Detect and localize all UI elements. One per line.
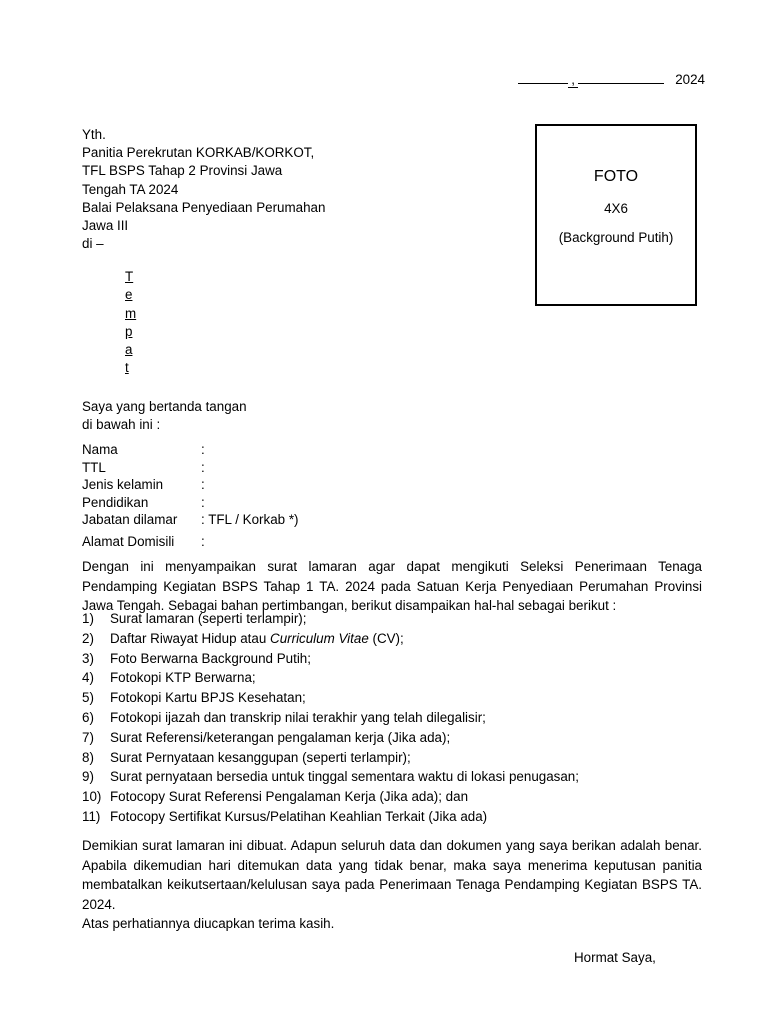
tempat-letter: a xyxy=(125,342,133,358)
list-number: 7) xyxy=(82,729,94,745)
list-item xyxy=(82,750,702,770)
tempat-letter: t xyxy=(125,360,129,376)
intro-line: di bawah ini : xyxy=(82,417,161,432)
date-comma: , xyxy=(568,72,578,88)
list-number: 8) xyxy=(82,749,94,765)
form-value: : xyxy=(201,459,205,475)
list-text: Fotocopy Sertifikat Kursus/Pelatihan Keahlian Terkait (Jika ada) xyxy=(110,808,488,824)
list-item xyxy=(82,631,702,651)
list-item xyxy=(82,710,702,730)
address-line: Yth. xyxy=(82,127,106,142)
closing-salutation: Hormat Saya, xyxy=(574,950,656,965)
date-blank xyxy=(578,71,664,84)
body-paragraph-statement: Demikian surat lamaran ini dibuat. Adapun seluruh data dan dokumen yang saya berikan adalah benar. Apabila dikemudian hari ditemukan data yang tidak benar, maka saya menerima keputusan panitia membatalkan keikutsertaan/kelulusan saya pada Penerimaan Tenaga Pendamping Kegiatan BSPS TA. 2024. xyxy=(82,838,702,912)
list-text: Surat lamaran (seperti terlampir); xyxy=(110,611,307,626)
list-text-italic: Curriculum Vitae xyxy=(270,630,369,646)
photo-box xyxy=(535,124,697,306)
list-text: Foto Berwarna Background Putih; xyxy=(110,650,311,666)
list-item xyxy=(82,651,702,671)
date-year: 2024 xyxy=(675,72,705,87)
address-block xyxy=(82,126,325,253)
date-line xyxy=(518,71,705,88)
photo-size: 4X6 xyxy=(604,201,628,216)
list-text: Surat Referensi/keterangan pengalaman kerja (Jika ada); xyxy=(110,729,451,745)
place-blank xyxy=(518,71,568,84)
form-value: : xyxy=(201,494,205,510)
address-line: TFL BSPS Tahap 2 Provinsi Jawa xyxy=(82,163,283,179)
form-label: TTL xyxy=(82,459,106,475)
form-value: : xyxy=(201,442,205,457)
address-line: Jawa III xyxy=(82,218,129,234)
list-text: Fotokopi KTP Berwarna; xyxy=(110,670,256,686)
intro-text xyxy=(82,398,292,434)
list-text xyxy=(110,631,404,646)
form-label: Alamat Domisili xyxy=(82,533,175,549)
list-item xyxy=(82,809,702,829)
tempat-vertical xyxy=(125,268,136,378)
address-line: Tengah TA 2024 xyxy=(82,181,179,197)
list-item xyxy=(82,730,702,750)
list-text-post: (CV); xyxy=(368,630,404,646)
list-number: 3) xyxy=(82,650,94,666)
list-number: 5) xyxy=(82,690,94,706)
tempat-letter: m xyxy=(125,305,137,321)
list-item xyxy=(82,789,702,809)
form-label: Jabatan dilamar xyxy=(82,512,178,527)
body-paragraph-intro: Dengan ini menyampaikan surat lamaran agar dapat mengikuti Seleksi Penerimaan Tenaga Pendamping Kegiatan BSPS Tahap 1 TA. 2024 pada Satuan Kerja Penyediaan Perumahan Provinsi Jawa Tengah. Sebagai bahan pertimbangan, berikut disampaikan hal-hal sebagai berikut : xyxy=(82,559,702,613)
attachments-list xyxy=(82,611,702,829)
intro-line: Saya yang bertanda tangan xyxy=(82,399,247,414)
list-number: 4) xyxy=(82,670,94,686)
list-number: 11) xyxy=(82,808,101,824)
photo-title: FOTO xyxy=(593,168,639,185)
form-value: : xyxy=(201,477,205,492)
form-value: : xyxy=(201,533,205,549)
form-label: Nama xyxy=(82,442,118,457)
list-number: 10) xyxy=(82,789,102,805)
address-line: Balai Pelaksana Penyediaan Perumahan xyxy=(82,199,326,215)
address-line: di – xyxy=(82,236,104,252)
list-text: Fotocopy Surat Referensi Pengalaman Kerja (Jika ada); dan xyxy=(110,789,469,805)
list-text: Surat pernyataan bersedia untuk tinggal sementara waktu di lokasi penugasan; xyxy=(110,769,579,785)
list-number: 1) xyxy=(82,611,94,626)
list-text: Surat Pernyataan kesanggupan (seperti terlampir); xyxy=(110,749,411,765)
list-number: 6) xyxy=(82,709,94,725)
tempat-letter: T xyxy=(125,269,134,284)
list-number: 2) xyxy=(82,630,94,646)
tempat-letter: e xyxy=(125,287,133,303)
photo-note: (Background Putih) xyxy=(558,230,674,245)
list-item xyxy=(82,611,702,631)
list-text: Fotokopi ijazah dan transkrip nilai terakhir yang telah dilegalisir; xyxy=(110,709,486,725)
list-item xyxy=(82,670,702,690)
list-item xyxy=(82,690,702,710)
list-number: 9) xyxy=(82,769,94,785)
list-item xyxy=(82,769,702,789)
list-text-pre: Daftar Riwayat Hidup atau xyxy=(110,630,271,646)
tempat-letter: p xyxy=(125,323,133,339)
form-label: Pendidikan xyxy=(82,494,149,510)
body-paragraph-thanks: Atas perhatiannya diucapkan terima kasih. xyxy=(82,916,335,931)
list-text: Fotokopi Kartu BPJS Kesehatan; xyxy=(110,690,306,706)
address-line: Panitia Perekrutan KORKAB/KORKOT, xyxy=(82,145,315,161)
form-value: : TFL / Korkab *) xyxy=(201,512,299,527)
form-label: Jenis kelamin xyxy=(82,477,164,492)
